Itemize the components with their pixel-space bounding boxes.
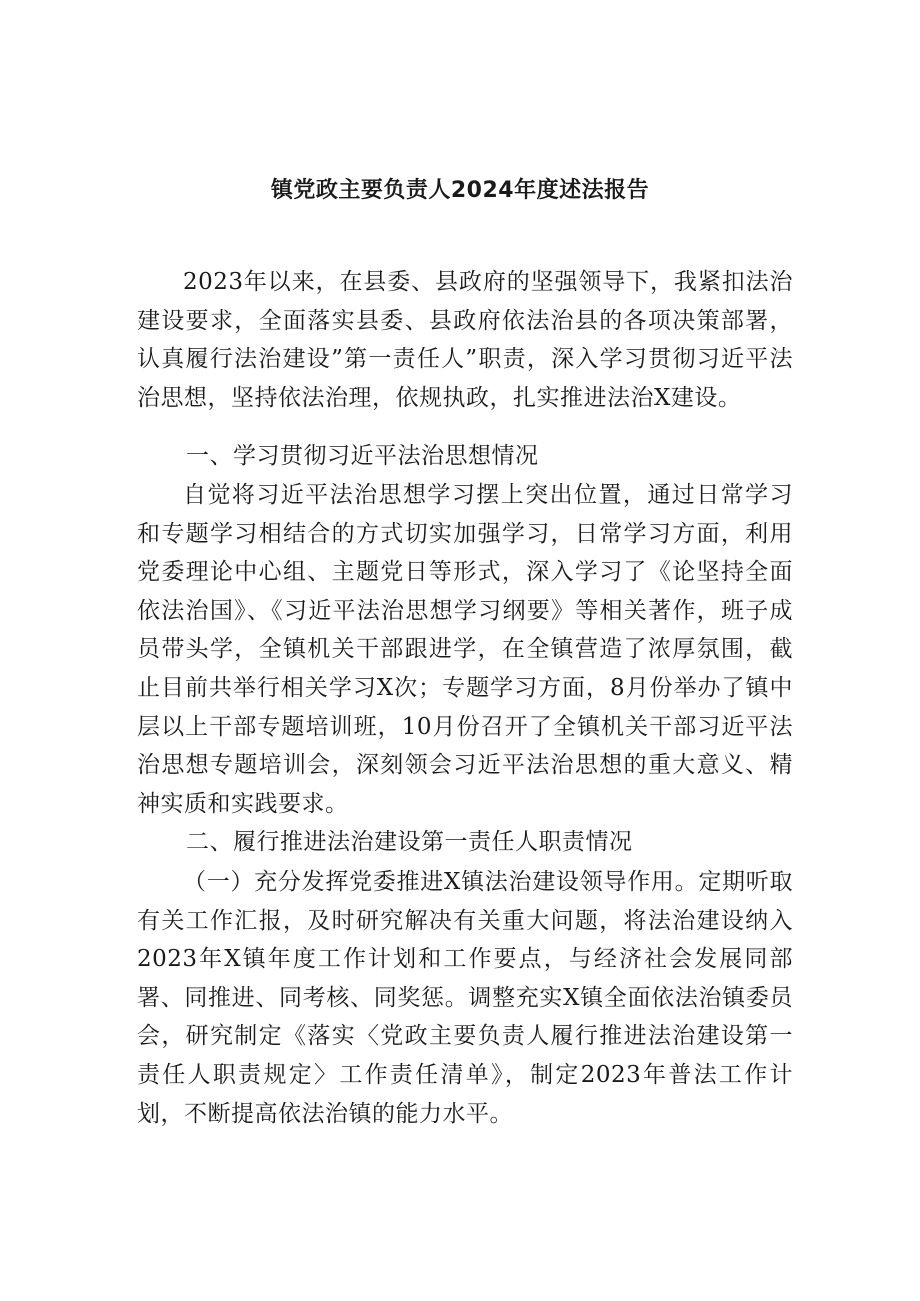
section-2-body (137, 863, 793, 1133)
section-2-heading: 二、履行推进法治建设第一责任人职责情况 (186, 829, 633, 855)
section-1-heading: 一、学习贯彻习近平法治思想情况 (186, 443, 539, 469)
section-1-paragraph: 自觉将习近平法治思想学习摆上突出位置，通过日常学习和专题学习相结合的方式切实加强学习，日常学习方面，利用党委理论中心组、主题党日等形式，深入学习了《论坚持全面依法治国》、《习近平法治思想学习纲要》等相关著作，班子成员带头学，全镇机关干部跟进学，在全镇营造了浓厚氛围，截止目前共举行相关学习X次；专题学习方面，8月份举办了镇中层以上干部专题培训班，10月份召开了全镇机关干部习近平法治思想专题培训会，深刻领会习近平法治思想的重大意义、精神实质和实践要求。 (137, 482, 793, 817)
section-2-paragraph: （一）充分发挥党委推进X镇法治建设领导作用。定期听取有关工作汇报，及时研究解决有关重大问题，将法治建设纳入2023年X镇年度工作计划和工作要点，与经济社会发展同部署、同推进、同考核、同奖惩。调整充实X镇全面依法治镇委员会，研究制定《落实〈党政主要负责人履行推进法治建设第一责任人职责规定〉工作责任清单》，制定2023年普法工作计划，不断提高依法治镇的能力水平。 (137, 869, 793, 1127)
document-title: 镇党政主要负责人2024年度述法报告 (270, 178, 650, 203)
section-1-body (137, 476, 793, 823)
intro-paragraph: 2023年以来，在县委、县政府的坚强领导下，我紧扣法治建设要求，全面落实县委、县政府依法治县的各项决策部署，认真履行法治建设”第一责任人”职责，深入学习贯彻习近平法治思想，坚持依法治理，依规执政，扎实推进法治X建设。 (137, 269, 793, 411)
intro-paragraph-block (137, 263, 793, 417)
